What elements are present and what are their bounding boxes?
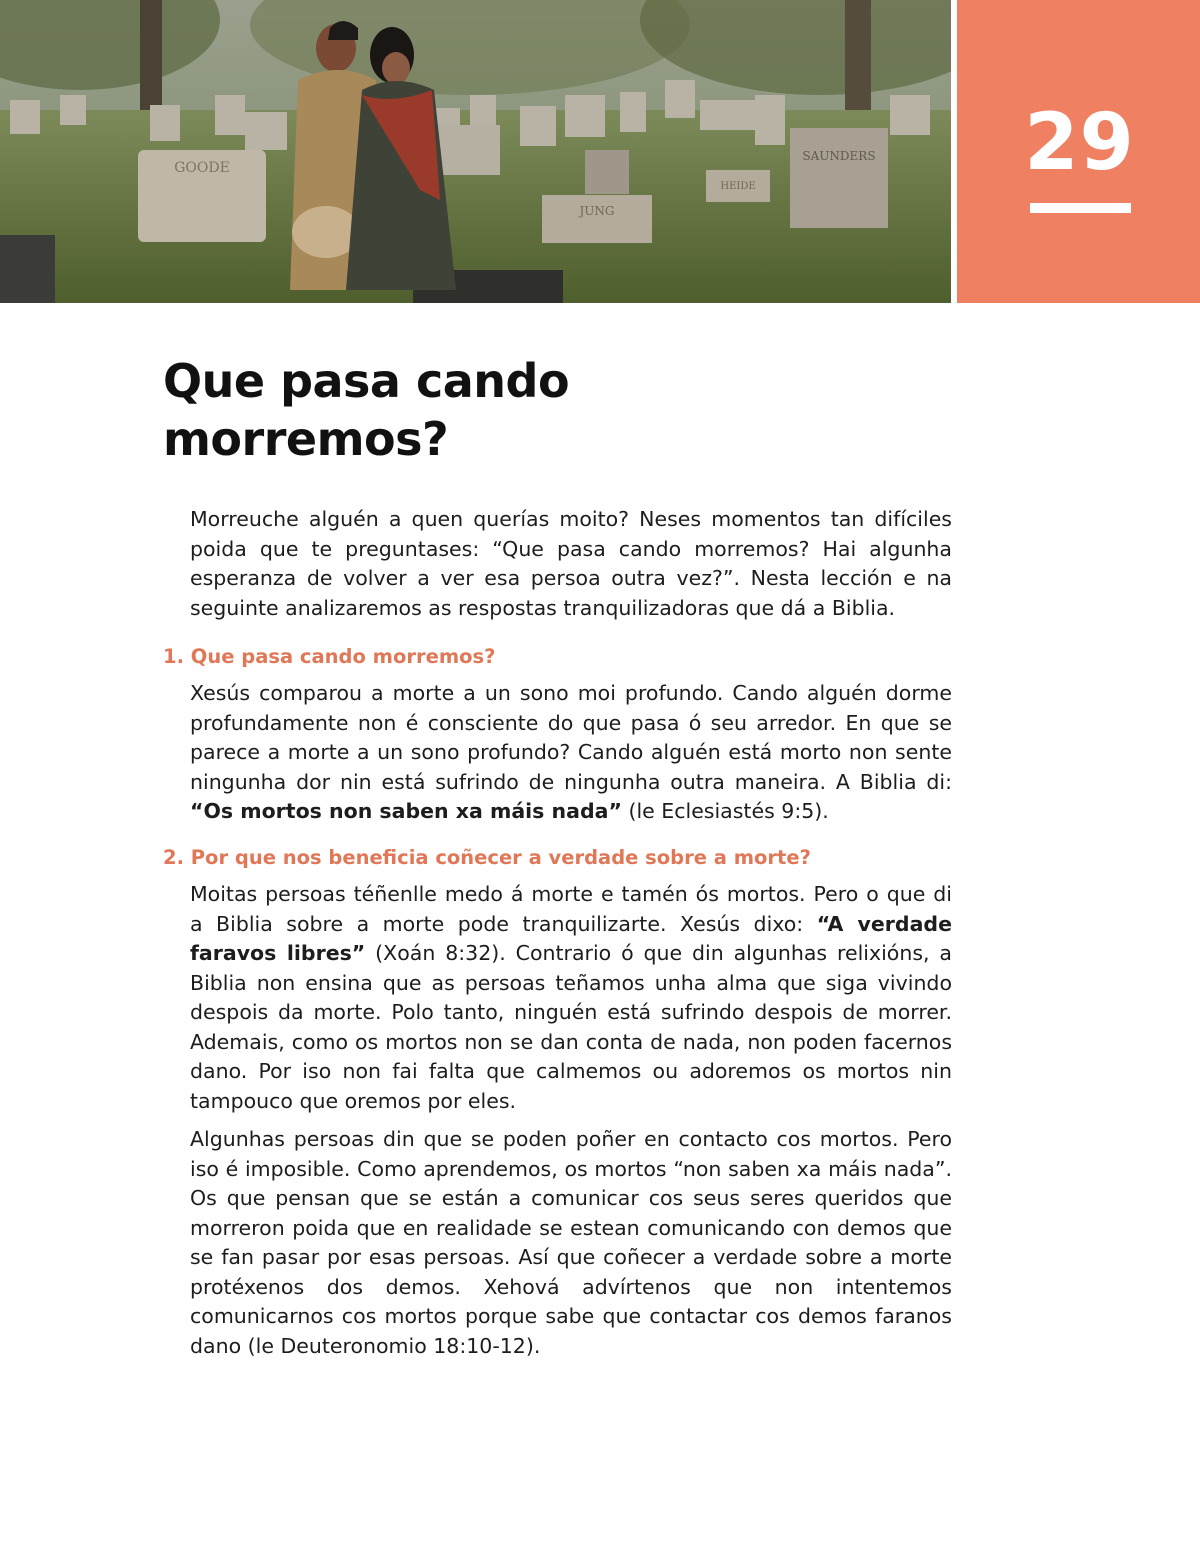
section-heading-1: 1. Que pasa cando morremos? (163, 645, 496, 668)
lesson-number-underline (1030, 203, 1131, 213)
tombstone-jung: JUNG (579, 204, 615, 218)
lesson-number: 29 (1024, 98, 1135, 188)
intro-paragraph: Morreuche alguén a quen querías moito? Neses momentos tan difíciles poida que te preguntases: “Que pasa cando morremos? Hai algunha esperanza de volver a ver esa persoa outra vez?”. Nesta lección e na seguinte analizaremos as respostas tranquilizadoras que dá a Biblia. (190, 507, 952, 620)
lesson-number-panel (957, 0, 1200, 303)
section-2-paragraph-2: Algunhas persoas din que se poden poñer en contacto cos mortos. Pero iso é imposible. Como aprendemos, os mortos “non saben xa máis nada”. Os que pensan que se están a comunicar cos seus seres queridos que morreron poida que en realidade se estean comunicando con demos que se fan pasar por esas persoas. Así que coñecer a verdade sobre a morte protéxenos dos demos. Xehová advírtenos que non intentemos comunicarnos cos mortos porque sabe que contactar cos demos faranos dano (le Deuteronomio 18:10-12). (190, 1127, 952, 1358)
bible-quote-eclesiastes: “Os mortos non saben xa máis nada” (190, 799, 622, 823)
tombstone-goode: GOODE (174, 160, 230, 176)
tombstone-heide: HEIDE (720, 181, 756, 192)
header-photo (0, 0, 951, 303)
cemetery-photo (0, 0, 951, 303)
section-1-paragraph: Xesús comparou a morte a un sono moi profundo. Cando alguén dorme profundamente non é consciente do que pasa ó seu arredor. En que se parece a morte a un sono profundo? Cando alguén está morto non sente ningunha dor nin está sufrindo de ningunha outra maneira. A Biblia di: “Os mortos non saben xa máis nada” (le Eclesiastés 9:5). (190, 681, 952, 823)
section-2-paragraph-1: Moitas persoas téñenlle medo á morte e tamén ós mortos. Pero o que di a Biblia sobre a morte pode tranquilizarte. Xesús dixo: “A verdade faravos libres” (Xoán 8:32). Contrario ó que din algunhas relixións, a Biblia non ensina que as persoas teñamos unha alma que siga vivindo despois da morte. Polo tanto, ninguén está sufrindo despois de morrer. Ademais, como os mortos non se dan conta de nada, non poden facernos dano. Por iso non fai falta que calmemos ou adoremos os mortos nin tampouco que oremos por eles. (190, 882, 952, 1113)
page-title: Que pasa cando morremos? (163, 354, 570, 466)
section-heading-2: 2. Por que nos beneficia coñecer a verdade sobre a morte? (163, 846, 811, 869)
bible-quote-xoan: “A verdade faravos libres” (190, 911, 952, 965)
tombstone-saunders: SAUNDERS (802, 149, 876, 163)
